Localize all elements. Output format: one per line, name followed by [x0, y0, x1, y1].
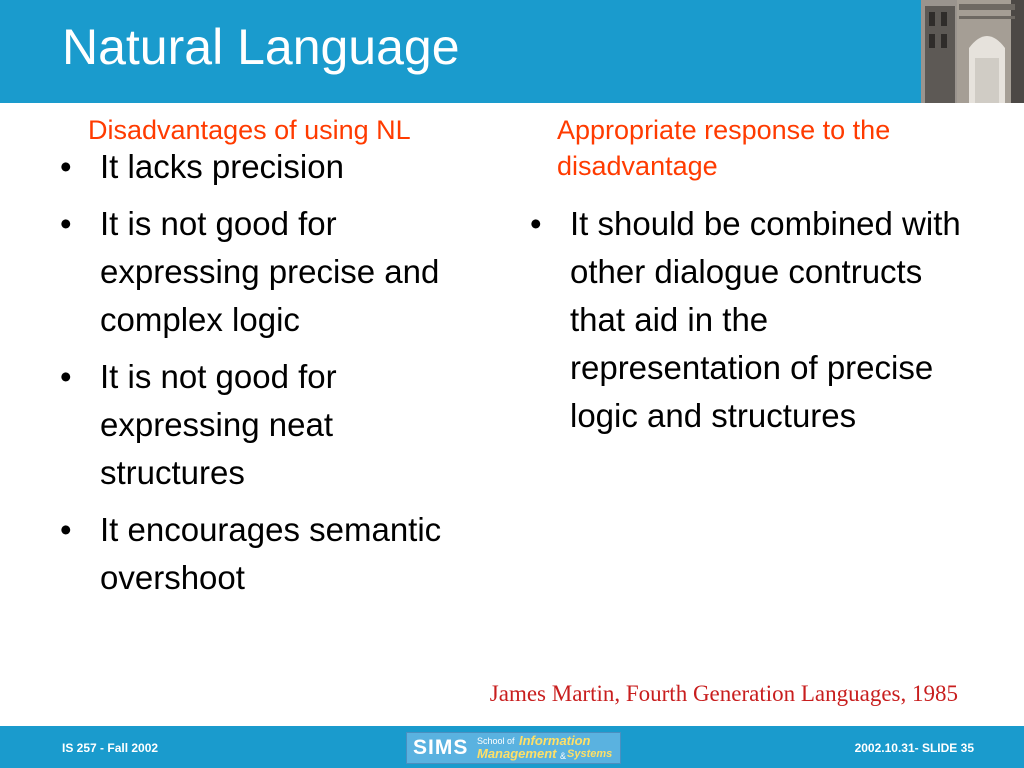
citation: James Martin, Fourth Generation Languages, 1985	[489, 681, 958, 706]
list-item-text: It encourages semantic overshoot	[100, 511, 442, 596]
slide-number: 2002.10.31- SLIDE 35	[854, 741, 974, 755]
list-item	[58, 200, 478, 344]
sims-logo-icon	[406, 732, 621, 764]
bullet-icon: •	[60, 148, 72, 185]
list-item-text: It lacks precision	[100, 148, 344, 185]
logo-management-text: Management	[477, 746, 557, 761]
disadvantages-list	[58, 143, 478, 611]
left-column-heading: Disadvantages of using NL	[88, 115, 411, 145]
logo-sims-text: SIMS	[413, 736, 469, 759]
list-item	[58, 143, 478, 191]
right-column-heading: Appropriate response to the disadvantage	[557, 115, 891, 181]
logo-information-text: Information	[519, 733, 591, 748]
logo-school-of-text: School of	[477, 736, 515, 746]
list-item	[58, 353, 478, 497]
bullet-icon: •	[60, 511, 72, 548]
list-item-text: It is not good for expressing neat structures	[100, 358, 337, 491]
responses-list	[528, 200, 968, 449]
slide-header	[0, 0, 1024, 103]
course-label: IS 257 - Fall 2002	[62, 741, 159, 755]
logo-systems-text: Systems	[567, 748, 613, 760]
list-item	[528, 200, 968, 440]
list-item-text: It is not good for expressing precise and complex logic	[100, 205, 440, 338]
bullet-icon: •	[530, 205, 542, 242]
logo-amp-text: &	[560, 751, 567, 761]
list-item	[58, 506, 478, 602]
list-item-text: It should be combined with other dialogue contructs that aid in the representation of precise logic and structures	[570, 205, 961, 434]
bullet-icon: •	[60, 358, 72, 395]
bullet-icon: •	[60, 205, 72, 242]
slide-title: Natural Language	[62, 19, 460, 75]
slide-footer	[0, 726, 1024, 768]
building-photo-icon	[921, 0, 1024, 103]
